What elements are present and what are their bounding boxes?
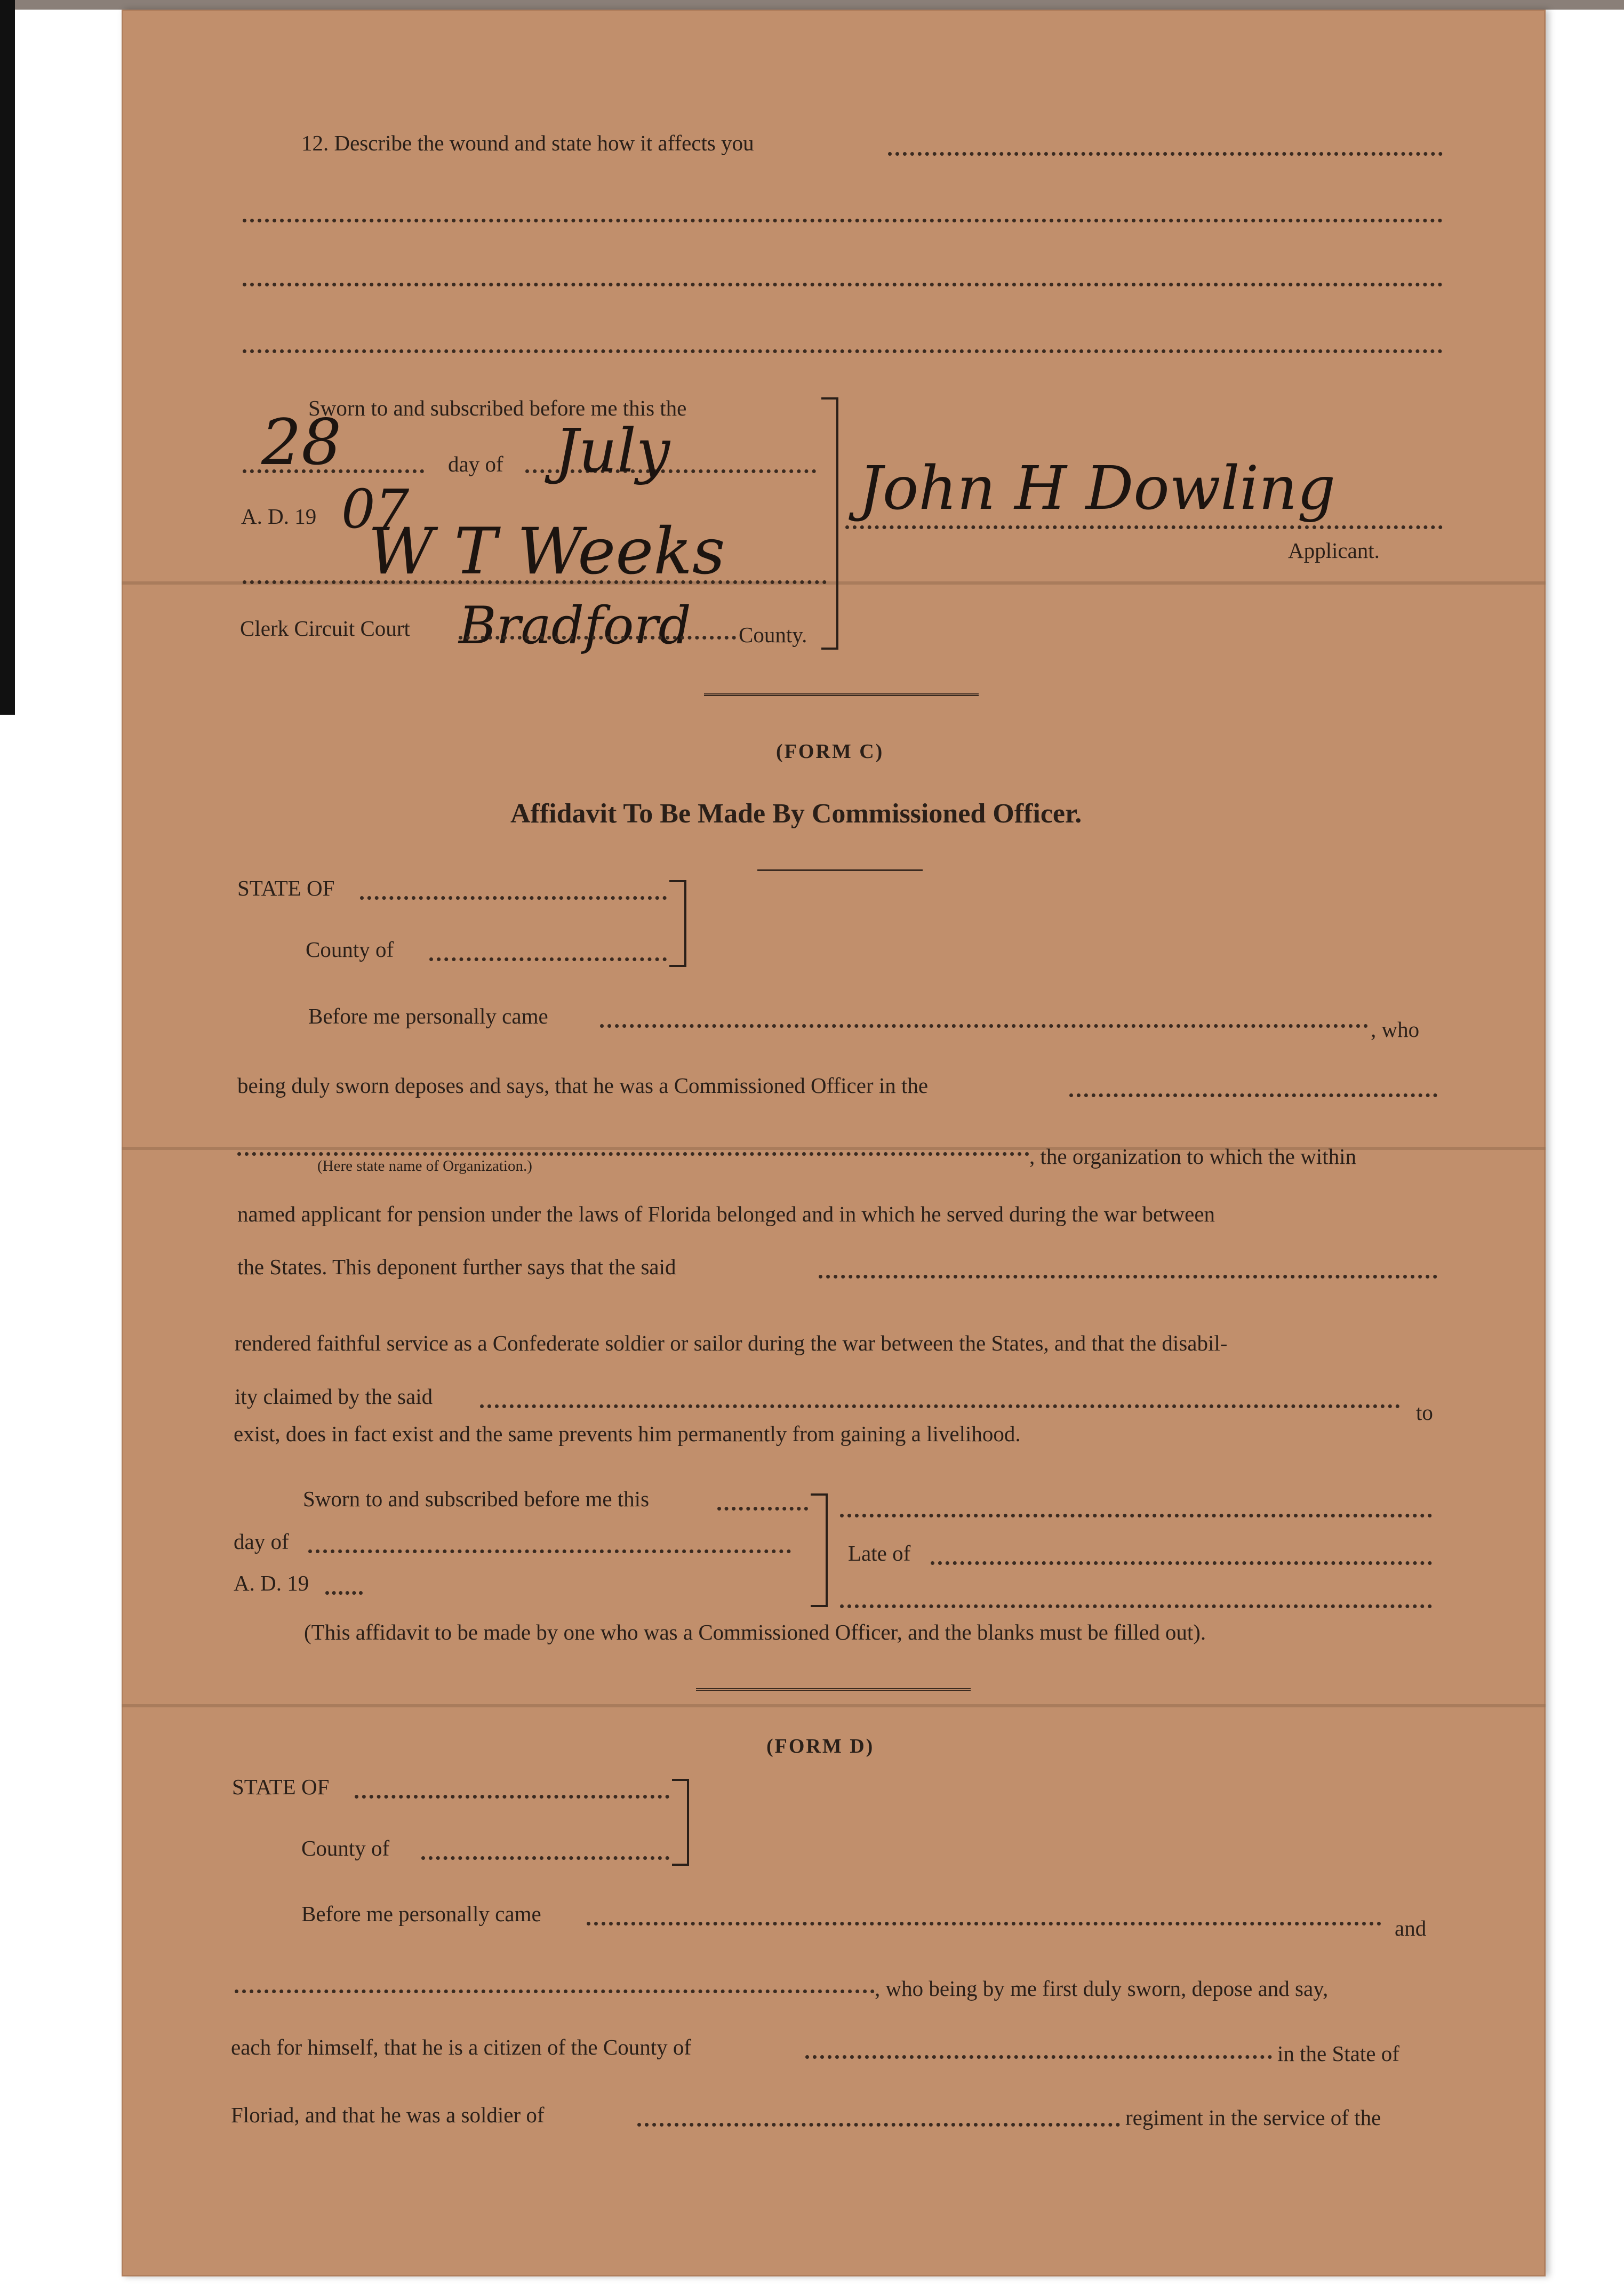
claimant-name-blank <box>480 1404 1400 1408</box>
form-d-p2-end: , who being by me first duly sworn, depose and say, <box>875 1976 1329 2001</box>
form-d-state-label: STATE OF <box>232 1775 330 1799</box>
form-d-p1: Before me personally came <box>301 1901 541 1926</box>
organization-name-line <box>237 1152 1029 1156</box>
form-c-p7-end: to <box>1416 1400 1433 1425</box>
jurat-month-blank <box>308 1549 791 1553</box>
form-c-note: (This affidavit to be made by one who was a Commissioned Officer, and the blanks must be filled out). <box>304 1620 1206 1644</box>
venue-brace <box>669 880 686 967</box>
officer-signature-line <box>840 1514 1432 1517</box>
county-blank <box>429 957 667 961</box>
jurat-brace <box>821 397 838 650</box>
form-c-state-label: STATE OF <box>237 876 335 900</box>
form-c-jurat-line2: day of <box>234 1529 289 1554</box>
applicant-signature-line <box>845 525 1443 529</box>
form-d-p4-end: regiment in the service of the <box>1125 2105 1381 2130</box>
form-c-label: (FORM C) <box>776 740 884 763</box>
county-blank <box>459 636 736 640</box>
scan-left-edge <box>0 0 15 715</box>
county-label: County. <box>739 622 807 647</box>
form-c-p8: exist, does in fact exist and the same prevents him permanently from gaining a livelihood. <box>234 1421 1021 1446</box>
question-12-text: 12. Describe the wound and state how it affects you <box>301 131 754 155</box>
answer-line <box>888 152 1443 156</box>
paper-fold-crease <box>122 1704 1546 1707</box>
day-of-label: day of <box>448 452 503 476</box>
scan-top-border <box>0 0 1624 10</box>
answer-line <box>243 283 1443 286</box>
handwritten-county: Bradford <box>459 596 691 656</box>
handwritten-year: 07 <box>341 478 410 540</box>
form-c-p1: Before me personally came <box>308 1004 548 1028</box>
jurat-year-blank <box>325 1591 363 1595</box>
form-d-p3-end: in the State of <box>1277 2041 1399 2066</box>
form-c-title: Affidavit To Be Made By Commissioned Officer. <box>510 798 1082 829</box>
applicant-signature: John H Dowling <box>859 454 1336 523</box>
form-c-jurat-line1: Sworn to and subscribed before me this <box>303 1487 650 1511</box>
section-divider <box>696 1688 971 1691</box>
form-c-p4: named applicant for pension under the laws of Florida belonged and in which he served during the war between <box>237 1202 1215 1226</box>
county-blank <box>421 1856 669 1860</box>
ad-year-label: A. D. 19 <box>241 504 317 529</box>
applicant-label: Applicant. <box>1288 538 1380 563</box>
jurat-day-blank <box>717 1507 808 1511</box>
form-c-p3-end: , the organization to which the within <box>1029 1144 1356 1169</box>
clerk-label: Clerk Circuit Court <box>240 616 410 641</box>
form-c-p6: rendered faithful service as a Confederate soldier or sailor during the war between the States, and that the disabil- <box>235 1331 1228 1355</box>
form-c-p2: being duly sworn deposes and says, that he was a Commissioned Officer in the <box>237 1073 929 1098</box>
title-underline <box>757 869 923 871</box>
affiant-1-blank <box>587 1922 1381 1926</box>
form-d-p1-end: and <box>1395 1916 1427 1940</box>
soldier-name-blank <box>819 1275 1437 1279</box>
form-d-label: (FORM D) <box>766 1735 875 1757</box>
answer-line <box>243 219 1443 222</box>
form-c-p5: the States. This deponent further says that the said <box>237 1255 676 1279</box>
form-d-county-label: County of <box>301 1836 390 1860</box>
form-c-p7: ity claimed by the said <box>235 1384 433 1409</box>
jurat-sworn-text: Sworn to and subscribed before me this the <box>308 396 687 420</box>
organization-blank <box>1069 1093 1437 1097</box>
officer-rank-line <box>840 1604 1432 1608</box>
clerk-signature: W T Weeks <box>368 515 725 589</box>
late-of-blank <box>931 1561 1432 1565</box>
form-c-county-label: County of <box>306 937 394 962</box>
organization-note: (Here state name of Organization.) <box>317 1157 532 1175</box>
form-c-jurat-line3: A. D. 19 <box>234 1571 309 1595</box>
handwritten-month: July <box>555 417 670 486</box>
venue-brace <box>672 1779 689 1866</box>
name-blank <box>600 1024 1368 1028</box>
form-c-p1-end: , who <box>1371 1017 1420 1042</box>
state-blank <box>360 896 667 900</box>
affiant-2-blank <box>235 1990 875 1993</box>
form-d-p4: Floriad, and that he was a soldier of <box>231 2103 545 2127</box>
jurat-brace <box>811 1493 828 1607</box>
handwritten-day: 28 <box>261 405 342 479</box>
citizen-county-blank <box>805 2055 1272 2059</box>
late-of-label: Late of <box>848 1541 911 1565</box>
form-d-p3: each for himself, that he is a citizen of the County of <box>231 2035 692 2059</box>
state-blank <box>355 1795 669 1799</box>
answer-line <box>243 349 1443 353</box>
regiment-blank <box>637 2123 1120 2127</box>
section-divider <box>704 693 979 696</box>
